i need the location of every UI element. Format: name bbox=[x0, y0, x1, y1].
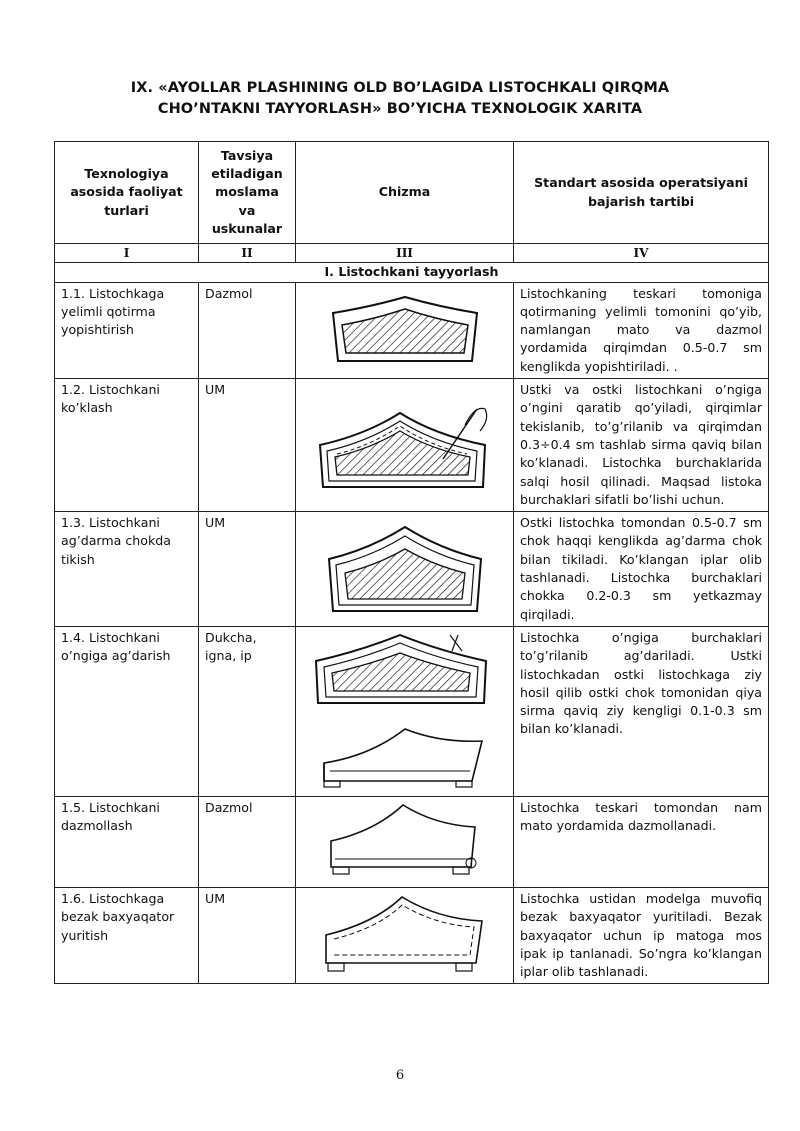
step-cell: 1.2. Listochkani ko’klash bbox=[55, 379, 199, 512]
title-line-2: CHO’NTAKNI TAYYORLASH» BO’YICHA TEXNOLOGIK XARITA bbox=[157, 101, 643, 117]
turning-drawing bbox=[310, 631, 500, 791]
drawing-cell bbox=[296, 887, 514, 983]
table-row bbox=[55, 512, 769, 627]
drawing-cell bbox=[296, 626, 514, 796]
procedure-cell: Listochka teskari tomondan nam mato yordamida dazmollanadi. bbox=[514, 796, 769, 887]
topstitch-drawing bbox=[320, 893, 490, 979]
header-row bbox=[55, 142, 769, 244]
procedure-cell: Listochka o’ngiga burchaklari to’g’rilanib ag’dariladi. Ustki listochkadan ostki listochkaga ziy hosil qilib ostki chok tomonidan qiya sirma qaviq ziy kengligi 0.1-0.3 sm bilan ko’klanadi. bbox=[514, 626, 769, 796]
table-row bbox=[55, 887, 769, 983]
tool-cell: Dukcha, igna, ip bbox=[199, 626, 296, 796]
drawing-cell bbox=[296, 379, 514, 512]
title-line-1: IX. «AYOLLAR PLASHINING OLD BO’LAGIDA LISTOCHKALI QIRQMA bbox=[130, 80, 670, 96]
drawing-cell bbox=[296, 282, 514, 378]
procedure-cell: Listochka ustidan modelga muvofiq bezak baxyaqator yuritiladi. Bezak baxyaqator uchun ip matoga mos ipak ip tanlanadi. So’ngra ko’klangan iplar olib tashlanadi. bbox=[514, 887, 769, 983]
header-procedure: Standart asosida operatsiyani bajarish tartibi bbox=[514, 142, 769, 244]
roman-3: III bbox=[296, 244, 514, 263]
step-cell: 1.3. Listochkani ag’darma chokda tikish bbox=[55, 512, 199, 627]
listochka-drawing bbox=[330, 295, 480, 365]
roman-2: II bbox=[199, 244, 296, 263]
step-cell: 1.1. Listochkaga yelimli qotirma yopishtirish bbox=[55, 282, 199, 378]
header-drawing: Chizma bbox=[296, 142, 514, 244]
tool-cell: Dazmol bbox=[199, 796, 296, 887]
procedure-cell: Ostki listochka tomondan 0.5-0.7 sm chok haqqi kenglikda ag’darma chok bilan tikiladi. Ko’klangan iplar olib tashlanadi. Listochka burchaklari chokka 0.2-0.3 sm yetkazmay qirqiladi. bbox=[514, 512, 769, 627]
table-row bbox=[55, 282, 769, 378]
table-row bbox=[55, 379, 769, 512]
basting-drawing bbox=[315, 395, 495, 495]
section-title: I. Listochkani tayyorlash bbox=[55, 263, 769, 282]
tool-cell: UM bbox=[199, 379, 296, 512]
page-number: 6 bbox=[395, 1068, 405, 1083]
roman-1: I bbox=[55, 244, 199, 263]
seam-drawing bbox=[325, 523, 485, 615]
technology-map-table bbox=[54, 141, 769, 984]
table-row bbox=[55, 796, 769, 887]
table-row bbox=[55, 626, 769, 796]
step-cell: 1.4. Listochkani o’ngiga ag’darish bbox=[55, 626, 199, 796]
drawing-cell bbox=[296, 512, 514, 627]
ironing-drawing bbox=[325, 801, 485, 883]
tool-cell: UM bbox=[199, 887, 296, 983]
procedure-cell: Listochkaning teskari tomoniga qotirmaning yelimli tomonini qo’yib, namlangan mato va dazmol yordamida qirqimdan 0.5-0.7 sm kenglikda yopishtiriladi. . bbox=[514, 282, 769, 378]
roman-numeral-row bbox=[55, 244, 769, 263]
tool-cell: Dazmol bbox=[199, 282, 296, 378]
drawing-cell bbox=[296, 796, 514, 887]
tool-cell: UM bbox=[199, 512, 296, 627]
procedure-cell: Ustki va ostki listochkani o’ngiga o’ngini qaratib qo’yiladi, qirqimlar tekislanib, to’g’rilanib va qirqimdan 0.3÷0.4 sm tashlab sirma qaviq bilan ko’klanadi. Listochka burchaklarida salqi hosil qilinadi. Maqsad listoka burchaklari sifatli bo’lishi uchun. bbox=[514, 379, 769, 512]
step-cell: 1.6. Listochkaga bezak baxyaqator yuritish bbox=[55, 887, 199, 983]
roman-4: IV bbox=[514, 244, 769, 263]
header-activity-types: Texnologiya asosida faoliyat turlari bbox=[55, 142, 199, 244]
step-cell: 1.5. Listochkani dazmollash bbox=[55, 796, 199, 887]
header-tools: Tavsiya etiladigan moslama va uskunalar bbox=[199, 142, 296, 244]
section-row bbox=[55, 263, 769, 282]
document-title bbox=[0, 78, 800, 120]
